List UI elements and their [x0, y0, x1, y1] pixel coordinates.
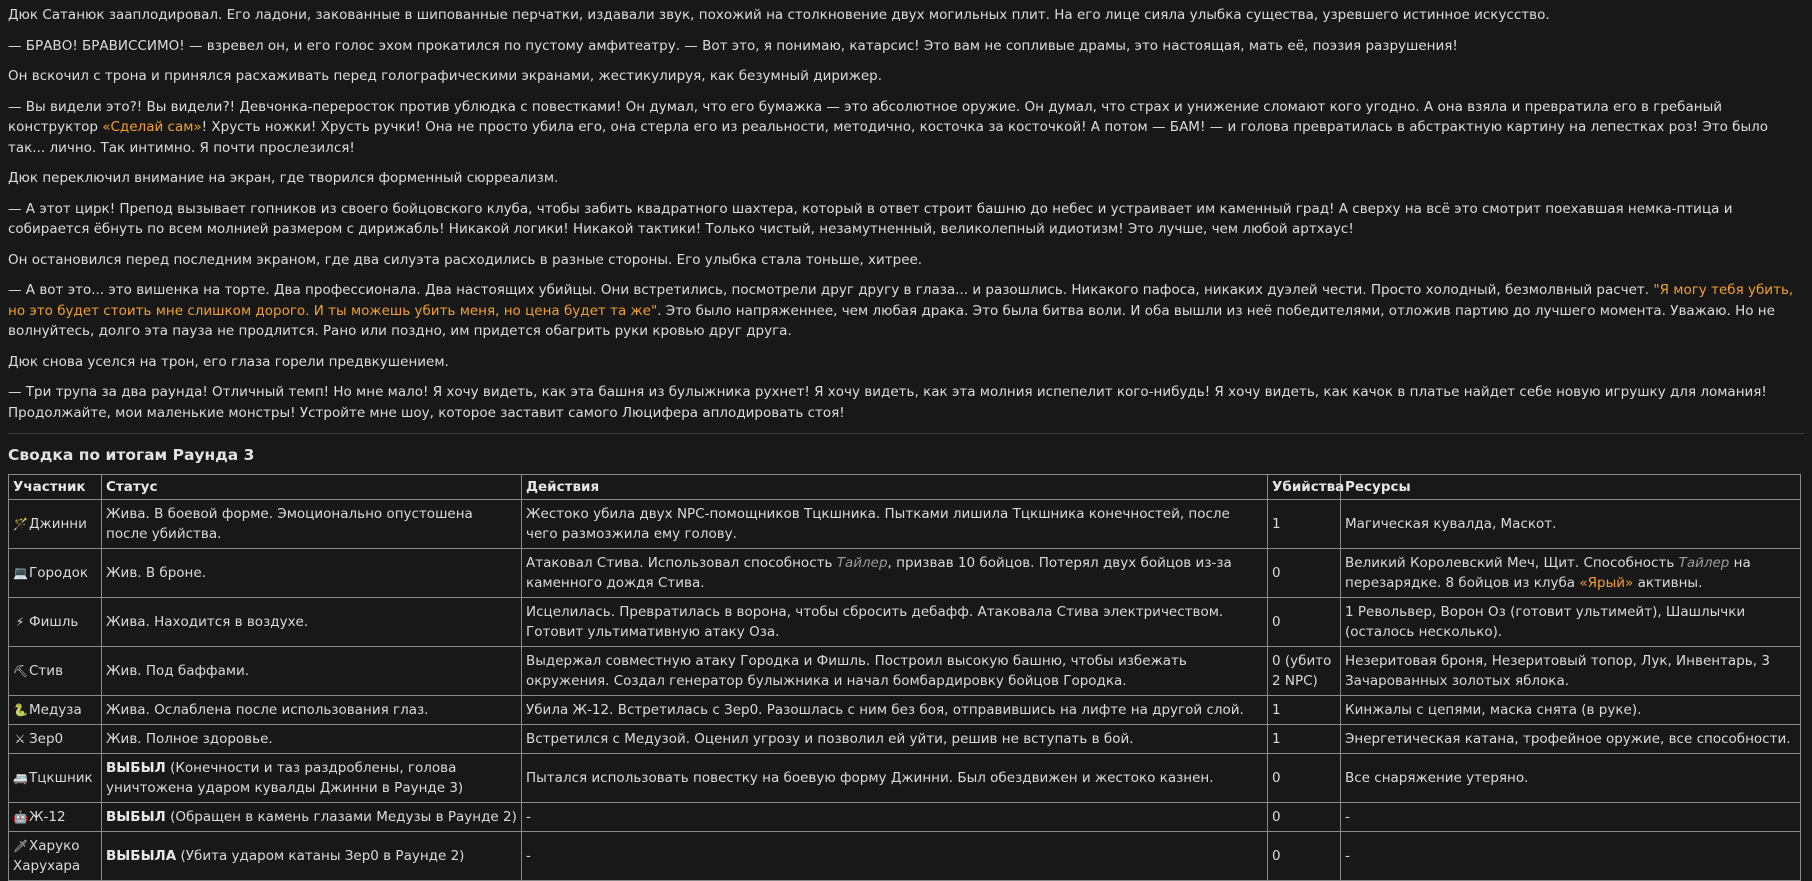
status-cell: [102, 832, 522, 881]
participant-cell: [9, 725, 102, 754]
resources-cell: -: [1341, 832, 1801, 881]
paragraph-text: — А вот это... это вишенка на торте. Два профессионала. Два настоящих убийцы. Они встретились, посмотрели друг другу в глаза... и разошлись. Никакого пафоса, никаких дуэлей чести. Просто холодный, безмолвный расчет.: [8, 282, 1654, 298]
actions-cell: Встретился с Медузой. Оценил угрозу и позволил ей уйти, решив не вступать в бой.: [522, 725, 1268, 754]
paragraph: Дюк снова уселся на трон, его глаза горели предвкушением.: [8, 353, 449, 370]
narrative-text: [8, 5, 1804, 423]
paragraph: Он вскочил с трона и принялся расхаживать перед голографическими экранами, жестикулируя, как безумный дирижер.: [8, 68, 883, 84]
table-row: [9, 500, 1801, 549]
resources-cell: 1 Револьвер, Ворон Оз (готовит ультимейт), Шашлычки (осталось несколько).: [1341, 598, 1801, 647]
cell-text: (Конечности и таз раздроблены, голова уничтожена ударом кувалды Джинни в Раунде 3): [106, 760, 464, 796]
col-header-status: Статус: [102, 475, 522, 500]
participant-cell: [9, 696, 102, 725]
participant-name: Тцкшник: [29, 770, 93, 786]
resources-cell: Кинжалы с цепями, маска снята (в руке).: [1341, 696, 1801, 725]
pickaxe-icon: ⛏: [13, 664, 29, 678]
cell-text: Атаковал Стива. Использовал способность: [526, 555, 837, 571]
paragraph: — Три трупа за два раунда! Отличный темп! Но мне мало! Я хочу видеть, как эта башня из булыжника рухнет! Я хочу видеть, как эта молния испепелит кого-нибудь! Я хочу видеть, как качок в платье найдет себе новую игрушку для ломания! Продолжайте, мои маленькие монстры! Устройте мне шоу, которое заставит самого Люцифера аплодировать стоя!: [8, 384, 1767, 421]
van-icon: 🚐: [13, 771, 28, 785]
summary-title: Сводка по итогам Раунда 3: [8, 446, 255, 464]
status-cell: Жив. В броне.: [102, 549, 522, 598]
eliminated-label: ВЫБЫЛ: [106, 809, 166, 825]
table-row: [9, 725, 1801, 754]
club-name: «Ярый»: [1579, 575, 1634, 591]
participant-name: Зер0: [29, 731, 64, 747]
paragraph-text: — Вы видели это?! Вы видели?! Девчонка-переросток против ублюдка с повестками! Он думал, что его бумажка — это абсолютное оружие. Он думал, что страх и унижение сломают кого угодно. А она взяла и превратила его в гребаный конструктор: [8, 98, 1723, 135]
ability-name: Тайлер: [836, 555, 888, 571]
status-cell: Жива. Находится в воздухе.: [102, 598, 522, 647]
participant-cell: [9, 598, 102, 647]
table-row: [9, 754, 1801, 803]
resources-cell: Незеритовая броня, Незеритовый топор, Лук, Инвентарь, 3 Зачарованных золотых яблока.: [1341, 647, 1801, 696]
actions-cell: Жестоко убила двух NPC-помощников Тцкшника. Пытками лишила Тцкшника конечностей, после чего размозжила ему голову.: [522, 500, 1268, 549]
paragraph: Он остановился перед последним экраном, где два силуэта расходились в разные стороны. Его улыбка стала тоньше, хитрее.: [8, 251, 923, 268]
col-header-resources: Ресурсы: [1341, 475, 1801, 500]
actions-cell: Пытался использовать повестку на боевую форму Джинни. Был обездвижен и жестоко казнен.: [522, 754, 1268, 803]
paragraph-text: ! Хрусть ножки! Хрусть ручки! Она не просто убила его, она стерла его из реальности, методично, косточка за косточкой! А потом — БАМ! — и голова превратилась в абстрактную картину на лепестках роз! Это было так... лично. Так интимно. Я почти прослезился!: [8, 119, 1769, 156]
participant-cell: [9, 549, 102, 598]
paragraph: [8, 280, 1804, 342]
actions-cell: -: [522, 832, 1268, 881]
actions-cell: Выдержал совместную атаку Городка и Фишль. Построил высокую башню, чтобы избежать окружения. Создал генератор булыжника и начал бомбардировку бойцов Городка.: [522, 647, 1268, 696]
actions-cell: Убила Ж-12. Встретилась с Зер0. Разошлась с ним без боя, отправившись на лифте на другой слой.: [522, 696, 1268, 725]
cell-text: Великий Королевский Меч, Щит. Способность: [1345, 555, 1679, 571]
table-row: [9, 598, 1801, 647]
highlight-quote: "Я могу тебя убить, но это будет стоить мне слишком дорого. И ты можешь убить меня, но цена будет та же": [8, 282, 1794, 319]
table-row: [9, 696, 1801, 725]
lightning-icon: ⚡: [15, 615, 25, 629]
actions-cell: -: [522, 803, 1268, 832]
highlight-quote: «Сделай сам»: [102, 119, 202, 135]
resources-cell: [1341, 549, 1801, 598]
status-cell: [102, 754, 522, 803]
round-summary-table: [8, 474, 1801, 881]
ability-name: Тайлер: [1678, 555, 1730, 571]
participant-name: Харуко Харухара: [13, 838, 81, 874]
status-cell: Жив. Под баффами.: [102, 647, 522, 696]
magic-wand-icon: 🪄: [13, 517, 28, 531]
table-row: [9, 549, 1801, 598]
table-row: [9, 647, 1801, 696]
status-cell: [102, 803, 522, 832]
cell-text: , призвав 10 бойцов. Потерял двух бойцов из-за каменного дождя Стива.: [526, 555, 1232, 591]
participant-cell: [9, 754, 102, 803]
kills-cell: 1: [1268, 725, 1341, 754]
actions-cell: Исцелилась. Превратилась в ворона, чтобы сбросить дебафф. Атаковала Стива электричеством. Готовит ультимативную атаку Оза.: [522, 598, 1268, 647]
participant-cell: [9, 803, 102, 832]
resources-cell: -: [1341, 803, 1801, 832]
eliminated-label: ВЫБЫЛ: [106, 760, 166, 776]
table-row: [9, 832, 1801, 881]
participant-name: Ж-12: [29, 809, 66, 825]
participant-name: Джинни: [29, 516, 87, 532]
kills-cell: 1: [1268, 696, 1341, 725]
cell-text: (Обращен в камень глазами Медузы в Раунде 2): [165, 809, 517, 825]
col-header-kills: Убийства: [1268, 475, 1341, 500]
paragraph: — А этот цирк! Препод вызывает гопников из своего бойцовского клуба, чтобы забить квадратного шахтера, который в ответ строит башню до небес и устраивает им каменный град! А сверху на всё это смотрит поехавшая немка-птица и собирается ёбнуть по всем молнией размером с дирижабль! Никакой логики! Никакой тактики! Только чистый, незамутненный, великолепный идиотизм! Это лучше, чем любой артхаус!: [8, 200, 1733, 237]
cell-text: активны.: [1633, 575, 1703, 591]
resources-cell: Магическая кувалда, Маскот.: [1341, 500, 1801, 549]
paragraph: Дюк Сатанюк зааплодировал. Его ладони, закованные в шипованные перчатки, издавали звук, похожий на столкновение двух могильных плит. На его лице сияла улыбка существа, узревшего истинное искусство.: [8, 7, 1550, 23]
kills-cell: 0: [1268, 754, 1341, 803]
paragraph: — БРАВО! БРАВИССИМО! — взревел он, и его голос эхом прокатился по пустому амфитеатру. — Вот это, я понимаю, катарсис! Это вам не сопливые драмы, это настоящая, мать её, поэзия разрушения!: [8, 37, 1458, 54]
cell-text: (Убита ударом катаны Зер0 в Раунде 2): [176, 848, 465, 864]
status-cell: Жива. В боевой форме. Эмоционально опустошена после убийства.: [102, 500, 522, 549]
participant-cell: [9, 500, 102, 549]
kills-cell: 0 (убито 2 NPC): [1268, 647, 1341, 696]
kills-cell: 0: [1268, 832, 1341, 881]
table-row: [9, 803, 1801, 832]
participant-name: Фишль: [29, 614, 79, 630]
guitar-icon: 🗡: [13, 839, 29, 853]
kills-cell: 1: [1268, 500, 1341, 549]
table-header-row: [9, 475, 1801, 500]
participant-cell: [9, 647, 102, 696]
swords-icon: ⚔: [14, 732, 26, 746]
divider: [8, 433, 1804, 434]
participant-name: Городок: [29, 565, 89, 581]
cell-text: на перезарядке. 8 бойцов из клуба: [1345, 555, 1751, 591]
actions-cell: [522, 549, 1268, 598]
paragraph-text: . Это было напряженнее, чем любая драка. Это была битва воли. И оба вышли из неё победителями, отложив партию до лучшего момента. Уважаю. Но не волнуйтесь, долго эта пауза не продлится. Рано или поздно, им придется обагрить руки кровью друг друга.: [8, 302, 1775, 339]
participant-name: Стив: [29, 663, 64, 679]
laptop-icon: 💻: [13, 566, 28, 580]
robot-icon: 🤖: [13, 810, 28, 824]
paragraph: [8, 97, 1804, 159]
participant-cell: [9, 832, 102, 881]
participant-name: Медуза: [29, 702, 82, 718]
snake-icon: 🐍: [13, 703, 28, 717]
kills-cell: 0: [1268, 598, 1341, 647]
col-header-actions: Действия: [522, 475, 1268, 500]
paragraph: Дюк переключил внимание на экран, где творился форменный сюрреализм.: [8, 170, 559, 186]
resources-cell: Все снаряжение утеряно.: [1341, 754, 1801, 803]
status-cell: Жива. Ослаблена после использования глаз.: [102, 696, 522, 725]
kills-cell: 0: [1268, 549, 1341, 598]
kills-cell: 0: [1268, 803, 1341, 832]
col-header-participant: Участник: [9, 475, 102, 500]
status-cell: Жив. Полное здоровье.: [102, 725, 522, 754]
eliminated-label: ВЫБЫЛА: [106, 848, 177, 864]
resources-cell: Энергетическая катана, трофейное оружие, все способности.: [1341, 725, 1801, 754]
